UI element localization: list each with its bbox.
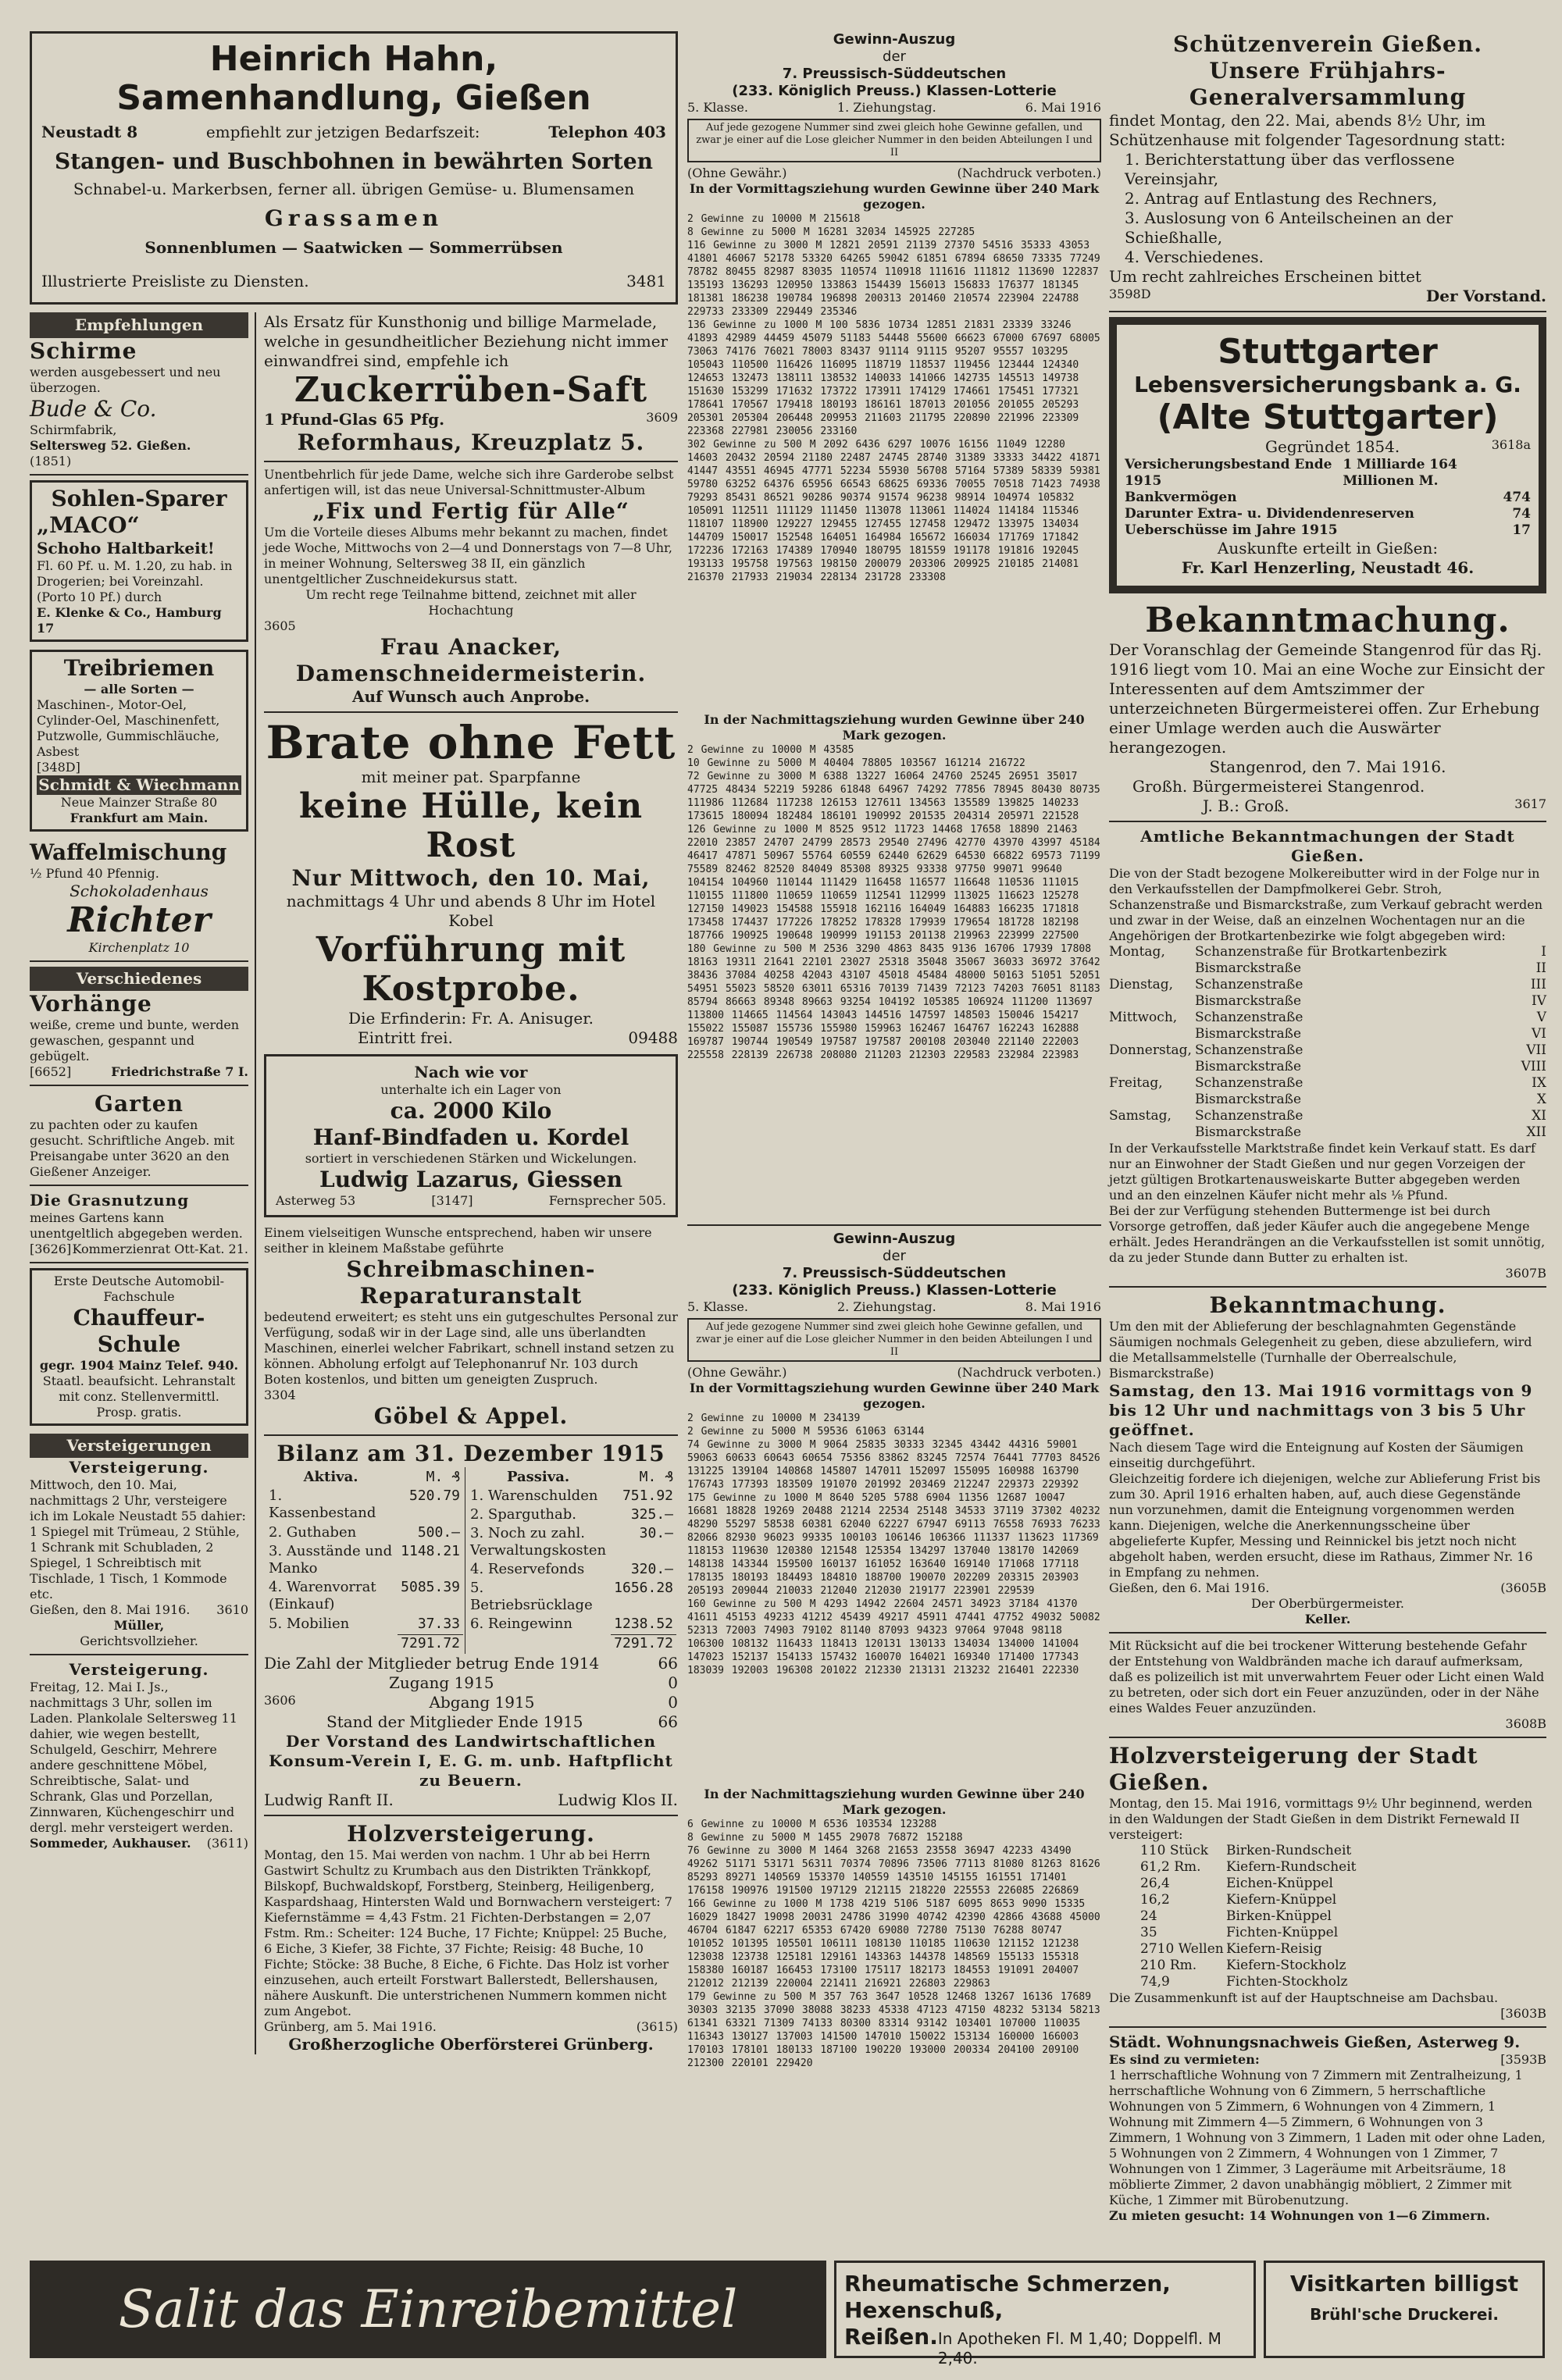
stuttgarter-founded: Gegründet 1854. (1265, 437, 1400, 456)
table-row: Bismarckstraße X (1195, 1092, 1546, 1107)
schuetzen-item-3: 3. Auslosung von 6 Anteilscheinen an der Schießhalle, (1125, 208, 1453, 247)
wohnung-code: [3593B (1500, 2052, 1546, 2067)
lottery-extract-1: Gewinn-Auszug der 7. Preussisch-Süddeutschen (233. Königlich Preuss.) Klassen-Lotterie 5. Klasse. 1. Ziehungstag. 6. Mai 1916 Auf jede gezogene Nummer sind zwei gleich hohe Gewinne gefallen, und zwar je einer auf die Lose gleicher Nummer in den beiden Abteilungen I und II (Ohne Gewähr.) (Nachdruck verboten.) In der Vormittagsziehung wurden Gewinne über 240 Mark gezogen. 2 Gewinne zu 10000 M 215618 8 Gewinne zu 5000 M 16281 32034 145925 227285 116 Gewinne zu 3000 M 12821 20591 21139 27370 54516 35333 43053 41801 46067 52178 53320 64265 59042 61851 67894 68650 73335 77249 78782 80455 82987 83035 110574 110918 111616 111812 113690 122837 135193 136293 120950 133863 154439 156013 156833 176377 181345 181381 186238 190784 196898 200313 201460 210574 223904 224788 229733 233309 229449 235346 136 Gewinne zu 1000 M 100 5836 10734 12851 21831 23339 33246 41893 42989 44459 45079 51183 54448 55600 66623 67000 67697 68005 73063 74176 76021 78003 83437 91114 91115 95207 95557 103295 105043 110500 116426 116095 118719 118537 119456 123444 124340 124653 132473 138111 138532 140033 141066 142735 145513 149738 151630 153299 171632 173722 173911 174129 174661 175451 177321 178641 170567 179418 180193 186161 187013 201056 201055 205293 205301 205304 206448 209953 211603 211795 220890 221996 223309 223368 227981 230056 233160 302 Gewinne zu 500 M 2092 6436 6297 10076 16156 11049 12280 14603 20432 20594 21180 22487 24745 28740 31389 33333 34422 41871 41447 43551 46945 47771 52234 55930 56708 57164 57389 58339 59381 59780 63252 64376 65956 66543 68625 69336 70055 70518 71423 74938 79293 85431 86521 90286 90374 91574 96238 98914 104974 105832 105091 112511 111129 111450 113078 113061 114024 114184 115346 118107 118900 129227 129455 127455 127458 129472 133975 134034 144709 150017 152548 164051 164984 165672 166034 171769 171842 172236 172163 174389 170940 180795 181559 191178 191816 192045 193133 195758 197563 198150 200079 203306 209925 210185 214081 216370 217933 219034 228134 231728 233308 In der Nachmittagsziehung wurden Gewinne über 240 Mark gezogen. 2 Gewinne zu 10000 M 43585 10 Gewinne zu 5000 M 40404 78805 103567 161214 216722 72 Gewinne zu 3000 M 6388 13227 16064 24760 25245 26951 35017 47725 48434 52219 59286 61848 64967 74292 77856 78945 80430 80735 111986 112684 117238 126153 127611 134563 135589 139825 140233 173615 180094 182484 186101 190992 201535 204314 205971 221528 126 Gewinne zu 1000 M 8525 9512 11723 14468 17658 18890 21463 22010 23857 24707 24799 28573 29540 27496 42770 43970 43997 45184 46417 47871 50967 55764 60559 62440 62629 64530 66822 69573 71199 75589 82462 82520 84049 85308 89325 93338 97750 99071 99640 104154 104960 110144 111429 116458 116577 116648 110536 111015 110155 111800 110659 110659 112541 112999 113025 116623 125278 127150 149023 154588 155918 162116 164049 164883 166235 171818 173458 174437 177226 178252 178328 179939 179654 181728 182198 187766 190925 190648 190999 191153 201138 219963 223999 227500 180 Gewinne zu 500 M 2536 3290 4863 8435 9136 16706 17939 17808 18163 19311 21641 22101 23027 25318 35048 35067 36033 36972 37642 38436 37084 40258 42043 43107 45018 45484 48000 50163 51051 52051 54951 55023 58520 63011 65316 70139 71439 72123 74203 76051 81183 85794 86663 89348 89663 93254 104192 105385 106924 111200 113697 113800 114665 114564 143043 144516 147597 148503 150046 154217 155022 155087 155736 155980 159963 162467 164767 162243 162888 169787 190744 190549 197587 197587 200108 203040 221140 222003 225558 228139 226738 208080 211203 212303 229583 232984 223983 (687, 31, 1101, 1220)
fix-firm: Frau Anacker, Damenschneidermeisterin. (295, 634, 647, 686)
stuttgarter-info: Auskunfte erteilt in Gießen: (1217, 539, 1439, 558)
sohlen-price: Fl. 60 Pf. u. M. 1.20, zu hab. in Drogerien; bei Voreinzahl. (Porto 10 Pf.) durch (37, 558, 233, 604)
brate-title: Brate ohne Fett (266, 716, 676, 769)
schuetzen-closing: Um recht zahlreiches Erscheinen bittet (1109, 267, 1421, 286)
hanf-phone: Fernsprecher 505. (548, 1193, 666, 1208)
hanf-ad (264, 1054, 678, 1217)
aktiva-currency: M. ₰ (426, 1469, 460, 1485)
holz2-title: Holzversteigerung der Stadt Gießen. (1109, 1743, 1478, 1795)
verst2-title: Versteigerung. (69, 1660, 209, 1679)
amtlich-title: Amtliche Bekanntmachungen der Stadt Gießen. (1140, 827, 1515, 865)
table-row: 1. Kassenbestand 520.79 (269, 1488, 460, 1522)
schreib-firm: Göbel & Appel. (373, 1403, 569, 1429)
lotto2-note: Auf jede gezogene Nummer sind zwei gleich hohe Gewinne gefallen, und zwar je einer auf die Lose gleicher Nummer in den beiden Abteilungen I und II (687, 1318, 1101, 1362)
wohnung-title: Städt. Wohnungsnachweis Gießen, Asterweg 9. (1109, 2033, 1521, 2051)
table-row: Bismarckstraße IV (1195, 993, 1546, 1009)
visit-line2: Brühl'sche Druckerei. (1310, 2305, 1499, 2324)
bekannt1-sign: Großh. Bürgermeisterei Stangenrod. (1132, 777, 1425, 796)
lotto1-head2: der (883, 48, 906, 65)
sohlen-title: Sohlen-Sparer (51, 486, 227, 511)
lotto2-head1: Gewinn-Auszug (833, 1231, 956, 1247)
hahn-line4: Sonnenblumen — Saatwicken — Sommerrübsen (144, 238, 563, 257)
gras-code: [3626] (30, 1242, 72, 1256)
bekannt1-text: Der Voranschlag der Gemeinde Stangenrod für das Rj. 1916 liegt vom 10. Mai an eine Woche zur Einsicht der Interessenten auf dem Amtszimmer der unterzeichneten Bürgermeisterei offen. Zur Erhebung einer Umlage werden auch die Auswärter herangezogen. (1109, 640, 1545, 757)
richter-address: Kirchenplatz 10 (88, 940, 190, 955)
list-item: 61,2 Rm. Kiefern-Rundscheit (1140, 1859, 1357, 1875)
lotto2-head2: der (883, 1248, 906, 1264)
bude-firm: Bude & Co. (30, 396, 157, 422)
fix-title: „Fix und Fertig für Alle“ (312, 498, 629, 524)
treib-addr2: Frankfurt am Main. (70, 811, 209, 825)
bilanz-title: Bilanz am 31. Dezember 1915 (276, 1441, 665, 1466)
bekannt2-title: Bekanntmachung. (1209, 1292, 1446, 1318)
bekannt2-sign: Der Oberbürgermeister. (1251, 1596, 1404, 1611)
table-row: Samstag, Schanzenstraße XI (1109, 1108, 1546, 1124)
brate-demo: Vorführung mit Kostprobe. (316, 930, 626, 1009)
visit-line1: Visitkarten billigst (1289, 2271, 1519, 2296)
fix-intro: Unentbehrlich für jede Dame, welche sich ihre Garderobe selbst anfertigen will, ist das neue Universal-Schnittmuster-Album (264, 467, 674, 497)
verst1-text: Mittwoch, den 10. Mai, nachmittags 2 Uhr, versteigere ich im Lokale Neustadt 55 dahier: 1 Spiegel mit Trümeau, 2 Stühle, 1 Schrank mit Schubladen, 2 Spiegel, 1 Schreibtisch mit Tischlade, 1 Tisch, 1 Kommode etc. (30, 1477, 246, 1602)
lotto2-nachm-head: In der Nachmittagsziehung wurden Gewinne über 240 Mark gezogen. (704, 1787, 1085, 1817)
bilanz-board: Der Vorstand des Landwirtschaftlichen Konsum-Verein I, E. G. m. unb. Haftpflicht zu Beuern. (269, 1732, 673, 1790)
gras-sign: Kommerzienrat Ott-Kat. 21. (72, 1242, 248, 1256)
verst1-date: Gießen, den 8. Mai 1916. (30, 1602, 191, 1617)
holz2-code: [3603B (1500, 2006, 1546, 2021)
wald-text: Mit Rücksicht auf die bei trockener Witterung bestehende Gefahr der Entstehung von Waldbränden mache ich darauf aufmerksam, daß es polizeilich ist mit unverwahrtem Feuer oder Licht einen Wald zu betreten, oder sich dort ein Feuer anzuzünden, oder in der Nähe eines Waldes Feuer anzuzünden. (1109, 1638, 1545, 1716)
bekannt2-date: Gießen, den 6. Mai 1916. (1109, 1580, 1270, 1595)
wald-code: 3608B (1505, 1716, 1546, 1731)
hahn-address: Neustadt 8 (41, 123, 138, 141)
visitkarten-ad (1264, 2261, 1545, 2358)
bilanz-aktiva (264, 1467, 465, 1654)
brate-code: 09488 (628, 1028, 678, 1047)
chauffeur-ad (30, 1268, 248, 1426)
treib-addr1: Neue Mainzer Straße 80 (60, 795, 218, 810)
table-row: 3. Ausstände und Manko 1148.21 (269, 1542, 460, 1577)
lotto2-head4: (233. Königlich Preuss.) Klassen-Lotterie (732, 1282, 1057, 1299)
hanf-address: Asterweg 53 (276, 1193, 356, 1208)
treib-code: [348D] (37, 760, 80, 775)
hahn-pricelist: Illustrierte Preisliste zu Diensten. (41, 272, 309, 290)
stuttgarter-ad (1109, 317, 1546, 593)
zucker-title: Zuckerrüben-Saft (294, 370, 648, 410)
hahn-line3: Grassamen (264, 205, 444, 231)
table-row: Darunter Extra- u. Dividendenreserven 74 (1125, 506, 1531, 522)
column-left (30, 31, 678, 2249)
schuetzen-item-1: 1. Berichterstattung über das verflossene Vereinsjahr, (1125, 150, 1455, 188)
brate-entry: Eintritt frei. (358, 1028, 453, 1047)
fix-code: 3605 (264, 618, 296, 633)
stuttgarter-title1: Stuttgarter (1218, 332, 1438, 372)
table-row: Bankvermögen 474 (1125, 490, 1531, 505)
zucker-intro: Als Ersatz für Kunsthonig und billige Marmelade, welche in gesundheitlicher Beziehung nicht immer einwandfrei sind, empfehle ich (264, 312, 669, 370)
schreib-intro: Einem vielseitigen Wunsche entsprechend, haben wir unsere seither in kleinem Maßstabe geführte (264, 1225, 652, 1256)
list-item: 210 Rm. Kiefern-Stockholz (1140, 1958, 1346, 1973)
sohlen-firm: E. Klenke & Co., Hamburg 17 (37, 605, 222, 636)
hahn-ad (30, 31, 678, 305)
table-row: 4. Reservefonds 320.— (470, 1561, 673, 1577)
table-row: Donnerstag, Schanzenstraße VII (1109, 1042, 1546, 1058)
schuetzen-item-4: 4. Verschiedenes. (1125, 248, 1264, 266)
schuetzen-title: Schützenverein Gießen. (1173, 31, 1482, 57)
schreib-code: 3304 (264, 1388, 296, 1402)
bekannt1-name: J. B.: Groß. (1203, 796, 1289, 815)
vorhaenge-code: [6652] (30, 1064, 72, 1079)
list-item: 74,9 Fichten-Stockholz (1140, 1974, 1348, 1990)
verst1-code: 3610 (216, 1602, 248, 1617)
lotto2-vorm-numbers: 2 Gewinne zu 10000 M 234139 2 Gewinne zu 5000 M 59536 61063 63144 74 Gewinne zu 3000 M 9064 25835 30333 32345 43442 44316 59001 59063 60633 60643 60654 75356 83862 83245 72574 76441 77703 84526 131225 139104 140868 145807 147011 152097 155095 160988 163790 176743 177393 183509 191070 201992 203469 212247 229373 229392 175 Gewinne zu 1000 M 8640 5205 5788 6904 11356 12687 10047 16681 18828 19269 20488 21214 22534 25148 34533 37119 37302 40232 48290 55297 58538 60381 62040 62227 67947 69113 76558 76933 76233 82066 82930 96023 99335 100103 106146 106366 111337 113623 117369 118153 119630 120380 121548 125354 134297 137040 138170 142069 148138 143344 159500 160137 161052 163640 169140 171068 177118 178135 180193 184493 184810 188700 190070 202209 203315 203903 205193 209044 210033 212040 212030 219177 223901 229539 160 Gewinne zu 500 M 4293 14942 22604 24571 34923 37184 41370 41611 45153 49233 41212 45439 49217 45911 47441 47752 49032 50082 52313 72003 74903 79102 81140 87093 94323 97064 97048 98118 106300 108132 116433 118413 120131 130133 134034 134000 141004 147023 152137 154133 157432 160070 164021 169340 171400 177343 183039 192003 196308 201022 212330 213131 213232 216401 222330 (687, 1413, 1100, 1676)
chauff-text: Staatl. beaufsicht. Lehranstalt mit conz. Stellenvermittl. Prosp. gratis. (42, 1373, 236, 1420)
brate-time: nachmittags 4 Uhr und abends 8 Uhr im Hotel Kobel (286, 892, 656, 930)
lotto1-vorm-head: In der Vormittagsziehung wurden Gewinne über 240 Mark gezogen. (689, 181, 1100, 212)
richter-head: Schokoladenhaus (70, 882, 209, 900)
column-lottery (687, 31, 1101, 2249)
schuetzen-text: findet Montag, den 22. Mai, abends 8½ Uhr, im Schützenhause mit folgender Tagesordnung statt: (1109, 111, 1506, 149)
table-row: Versicherungsbestand Ende 1915 1 Milliarde 164 Millionen M. (1125, 457, 1457, 489)
wohnung-sub: Es sind zu vermieten: (1109, 2052, 1260, 2067)
stuttgarter-title2: Lebensversicherungsbank a. G. (1134, 372, 1521, 397)
holz1-title: Holzversteigerung. (347, 1821, 595, 1847)
section-versteigerungen: Versteigerungen (30, 1434, 248, 1458)
stuttgarter-code: 3618a (1491, 437, 1531, 452)
aktiva-head: Aktiva. (303, 1469, 358, 1485)
gras-text: meines Gartens kann unentgeltlich abgegeben werden. (30, 1210, 243, 1241)
table-row: 2. Sparguthab. 325.— (470, 1506, 673, 1523)
schuetzen-sub: Unsere Frühjahrs-Generalversammlung (1189, 58, 1467, 110)
schirme-text: werden ausgebessert und neu überzogen. (30, 365, 221, 395)
fix-text: Um die Vorteile dieses Albums mehr bekannt zu machen, findet jede Woche, Mittwochs von 2—4 und Donnerstags von 7—8 Uhr, in meiner Wohnung, Seltersweg 38 II, ein gänzlich unentgeltlicher Zuschneidekursus statt. (264, 525, 672, 586)
bilanz-code: 3606 (264, 1693, 296, 1708)
hahn-line1: Stangen- und Buschbohnen in bewährten Sorten (55, 148, 653, 174)
list-item: 16,2 Kiefern-Knüppel (1140, 1892, 1337, 1908)
list-item: 110 Stück Birken-Rundscheit (1140, 1843, 1352, 1858)
ads-column: Als Ersatz für Kunsthonig und billige Marmelade, welche in gesundheitlicher Beziehung nicht immer einwandfrei sind, empfehle ich Zuckerrüben-Saft 1 Pfund-Glas 65 Pfg. 3609 Reformhaus, Kreuzplatz 5. Unentbehrlich für jede Dame, welche sich ihre Garderobe selbst anfertigen will, ist das neue Universal-Schnittmuster-Album „Fix und Fertig für Alle“ Um die Vorteile dieses Albums mehr bekannt zu machen, findet jede Woche, Mittwochs von 2—4 und Donnerstags von 7—8 Uhr, in meiner Wohnung, Seltersweg 38 II, ein gänzlich unentgeltlicher Zuschneidekursus statt. Um recht rege Teilnahme bittend, zeichnet mit aller Hochachtung 3605 Frau Anacker, Damenschneidermeisterin. Auf Wunsch auch Anprobe. Brate ohne Fett mit meiner pat. Sparpfanne keine Hülle, kein Rost Nur Mittwoch, den 10. Mai, nachmittags 4 Uhr und abends 8 Uhr im Hotel Kobel Vorführung mit Kostprobe. Die Erfinderin: Fr. A. Anisuger. Eintritt frei. 09488 Nach wie vor unterhalte ich ein Lager von ca. 2000 Kilo Hanf-Bindfaden u. Kordel sortiert in verschiedenen Stärken und Wickelungen. Ludwig Lazarus, Giessen Asterweg 53 [3147] Fernsprecher 505. Einem vielseitigen Wunsche entsprechend, haben wir unsere seither in kleinem Maßstabe geführte Schreibmaschinen-Reparaturanstalt bedeutend erweitert; es steht uns ein gutgeschultes Personal zur Verfügung, sodaß wir in der Lage sind, alle uns überlandten Maschinen, einerlei welcher Fabrikart, schnell instand setzen zu können. Abholung erfolgt auf Telephonanruf Nr. 103 durch Boten kostenlos, und bitten um geneigten Zuspruch. 3304 Göbel & Appel. Bilanz am 31. Dezember 1915 Aktiva. M. ₰ 1. Kassenbestand 520.79 2. Guthaben 500.— 3. Ausstände und Manko 1148.21 4. Warenvorrat (Einkauf) 5085.39 5. Mobilien 37.33 7291.72 Passiva. M. ₰ 1. Warenschulden 751.92 2. Sparguthab. 325.— 3. Noch zu zahl. Verwaltungskosten 30.— 4. Reservefonds 320.— 5. Betriebsrücklage 1656.28 6. Reingewinn 1238.52 7291.72 Die Zahl der Mitglieder betrug Ende 1914 66 Zugang 1915 0 3606 Abgang 1915 0 Stand der Mitglieder Ende 1915 66 Der Vorstand des Landwirtschaftlichen Konsum-Verein I, E. G. m. unb. Haftpflicht zu Beuern. Ludwig Ranft II. Ludwig Klos II. Holzversteigerung. Montag, den 15. Mai werden von nachm. 1 Uhr ab bei Herrn Gastwirt Schultz zu Krumbach aus den Distrikten Tränkkopf, Bilskopf, Buchwaldskopf, Forstberg, Steinberg, Heiligenberg, Kaspardshaag, Hintersten Wald und Bornwachern versteigert: 7 Kiefernstämme = 4,43 Fstm. 21 Fichten-Derbstangen = 2,07 Fstm. Rm.: Scheiter: 124 Buche, 17 Fichte; Knüppel: 25 Buche, 6 Eiche, 3 Kiefer, 38 Fichte, 37 Fichte; Reisig: 48 Buche, 10 Fichte; Stöcke: 38 Buche, 8 Eiche, 6 Fichte. Das Holz ist vorher einzusehen, auch erteilt Forstwart Ballerstedt, Bellershausen, nähere Auskunft. Die unterstrichenen Nummern kommen nicht zum Angebot. Grünberg, am 5. Mai 1916. (3615) Großherzogliche Oberförsterei Grünberg. (264, 312, 678, 2054)
verst2-code: (3611) (206, 1836, 248, 1851)
sohlen-brand: „MACO“ (37, 512, 140, 538)
table-row: Mittwoch, Schanzenstraße V (1109, 1010, 1546, 1025)
vorhaenge-title: Vorhänge (30, 991, 152, 1017)
treib-text: Maschinen-, Motor-Oel, Cylinder-Oel, Maschinenfett, Putzwolle, Gummischläuche, Asbest (37, 697, 220, 759)
brate-date: Nur Mittwoch, den 10. Mai, (291, 865, 651, 891)
table-row: 1. Warenschulden 751.92 (470, 1488, 673, 1504)
aktiva-total: 7291.72 (398, 1634, 463, 1652)
members-line: Die Zahl der Mitglieder betrug Ende 1914 (264, 1654, 600, 1673)
table-row: Bismarckstraße VI (1195, 1026, 1546, 1042)
holz1-sign: Großherzogliche Oberförsterei Grünberg. (288, 2035, 654, 2054)
passiva-head: Passiva. (506, 1469, 570, 1485)
zucker-firm: Reformhaus, Kreuzplatz 5. (297, 429, 645, 455)
verst2-text: Freitag, 12. Mai I. Js., nachmittags 3 Uhr, sollen im Laden. Plankolale Seltersweg 11 dahier, wie wegen bestellt, Schulgeld, Geschirr, Mehrere andere geschnittene Möbel, Schreibtische, Salat- und Schrank, Glas und Porzellan, Zinnwaren, Küchengeschirr und dergl. mehr versteigert werden. (30, 1680, 237, 1835)
butter-schedule (1109, 944, 1546, 1141)
holz1-text: Montag, den 15. Mai werden von nachm. 1 Uhr ab bei Herrn Gastwirt Schultz zu Krumbach aus den Distrikten Tränkkopf, Bilskopf, Buchwaldskopf, Forstberg, Steinberg, Heiligenberg, Kaspardshaag, Hintersten Wald und Bornwachern versteigert: 7 Kiefernstämme = 4,43 Fstm. 21 Fichten-Derbstangen = 2,07 Fstm. Rm.: Scheiter: 124 Buche, 17 Fichte; Knüppel: 25 Buche, 6 Eiche, 3 Kiefer, 38 Fichte, 37 Fichte; Reisig: 48 Buche, 10 Fichte; Stöcke: 38 Buche, 8 Eiche, 6 Fichte. Das Holz ist vorher einzusehen, auch erteilt Forstwart Ballerstedt, Bellershausen, nähere Auskunft. Die unterstrichenen Nummern kommen nicht zum Angebot. (264, 1847, 672, 2018)
passiva-total: 7291.72 (611, 1634, 676, 1652)
hanf-title: Hanf-Bindfaden u. Kordel (312, 1124, 629, 1150)
lotto1-head3: 7. Preussisch-Süddeutschen (782, 66, 1007, 82)
bekannt1-title: Bekanntmachung. (1145, 600, 1510, 640)
classifieds-column (30, 312, 256, 2054)
verst1-title: Versteigerung. (69, 1458, 209, 1477)
table-row: Montag, Schanzenstraße für Brotkartenbezirk I (1109, 944, 1546, 960)
bekannt2-text3: Gleichzeitig fordere ich diejenigen, welche zur Ablieferung Frist bis zum 30. April 1916 erhalten haben, auf, auch diese Gegenstände nun vorzunehmen, damit die Enteignung vorgenommen werden kann. Diejenigen, welche die Anerkennungsscheine über abgelieferte Kupfer, Messing und Reinnickel bis jetzt noch nicht abgeholt haben, werden ersucht, diese im Rathaus, Zimmer Nr. 16 in Empfang zu nehmen. (1109, 1471, 1541, 1580)
table-row: 3. Noch zu zahl. Verwaltungskosten 30.— (470, 1525, 673, 1559)
stuttgarter-title3: (Alte Stuttgarter) (1157, 397, 1499, 437)
rheuma-ad (834, 2261, 1256, 2368)
column-right (1109, 31, 1546, 2249)
bekannt2-code: (3605B (1500, 1580, 1546, 1595)
treib-firm: Schmidt & Wiechmann (37, 775, 241, 795)
garten-text: zu pachten oder zu kaufen gesucht. Schriftliche Angeb. mit Preisangabe unter 3620 an den Gießener Anzeiger. (30, 1117, 235, 1179)
lotto1-nachm-numbers: 2 Gewinne zu 10000 M 43585 10 Gewinne zu 5000 M 40404 78805 103567 161214 216722 72 Gewinne zu 3000 M 6388 13227 16064 24760 25245 26951 35017 47725 48434 52219 59286 61848 64967 74292 77856 78945 80430 80735 111986 112684 117238 126153 127611 134563 135589 139825 140233 173615 180094 182484 186101 190992 201535 204314 205971 221528 126 Gewinne zu 1000 M 8525 9512 11723 14468 17658 18890 21463 22010 23857 24707 24799 28573 29540 27496 42770 43970 43997 45184 46417 47871 50967 55764 60559 62440 62629 64530 66822 69573 71199 75589 82462 82520 84049 85308 89325 93338 97750 99071 99640 104154 104960 110144 111429 116458 116577 116648 110536 111015 110155 111800 110659 110659 112541 112999 113025 116623 125278 127150 149023 154588 155918 162116 164049 164883 166235 171818 173458 174437 177226 178252 178328 179939 179654 181728 182198 187766 190925 190648 190999 191153 201138 219963 223999 227500 180 Gewinne zu 500 M 2536 3290 4863 8435 9136 16706 17939 17808 18163 19311 21641 22101 23027 25318 35048 35067 36033 36972 37642 38436 37084 40258 42043 43107 45018 45484 48000 50163 51051 52051 54951 55023 58520 63011 65316 70139 71439 72123 74203 76051 81183 85794 86663 89348 89663 93254 104192 105385 106924 111200 113697 113800 114665 114564 143043 144516 147597 148503 150046 154217 155022 155087 155736 155980 159963 162467 164767 162243 162888 169787 190744 190549 197587 197587 200108 203040 221140 222003 225558 228139 226738 208080 211203 212303 229583 232984 223983 (687, 744, 1100, 1061)
lotto1-head4: (233. Königlich Preuss.) Klassen-Lotterie (732, 83, 1057, 99)
bekannt1-code: 3617 (1514, 796, 1546, 811)
verst1-role: Gerichtsvollzieher. (80, 1634, 198, 1648)
lottery-extract-2: Gewinn-Auszug der 7. Preussisch-Süddeutschen (233. Königlich Preuss.) Klassen-Lotterie 5. Klasse. 2. Ziehungstag. 8. Mai 1916 Auf jede gezogene Nummer sind zwei gleich hohe Gewinne gefallen, und zwar je einer auf die Lose gleicher Nummer in den beiden Abteilungen I und II (Ohne Gewähr.) (Nachdruck verboten.) In der Vormittagsziehung wurden Gewinne über 240 Mark gezogen. 2 Gewinne zu 10000 M 234139 2 Gewinne zu 5000 M 59536 61063 63144 74 Gewinne zu 3000 M 9064 25835 30333 32345 43442 44316 59001 59063 60633 60643 60654 75356 83862 83245 72574 76441 77703 84526 131225 139104 140868 145807 147011 152097 155095 160988 163790 176743 177393 183509 191070 201992 203469 212247 229373 229392 175 Gewinne zu 1000 M 8640 5205 5788 6904 11356 12687 10047 16681 18828 19269 20488 21214 22534 25148 34533 37119 37302 40232 48290 55297 58538 60381 62040 62227 67947 69113 76558 76933 76233 82066 82930 96023 99335 100103 106146 106366 111337 113623 117369 118153 119630 120380 121548 125354 134297 137040 138170 142069 148138 143344 159500 160137 161052 163640 169140 171068 177118 178135 180193 184493 184810 188700 190070 202209 203315 203903 205193 209044 210033 212040 212030 219177 223901 229539 160 Gewinne zu 500 M 4293 14942 22604 24571 34923 37184 41370 41611 45153 49233 41212 45439 49217 45911 47441 47752 49032 50082 52313 72003 74903 79102 81140 87093 94323 97064 97048 98118 106300 108132 116433 118413 120131 130133 134034 134000 141004 147023 152137 154133 157432 160070 164021 169340 171400 177343 183039 192003 196308 201022 212330 213131 213232 216401 222330 In der Nachmittagsziehung wurden Gewinne über 240 Mark gezogen. 6 Gewinne zu 10000 M 6536 103534 123288 8 Gewinne zu 5000 M 1455 29078 76872 152188 76 Gewinne zu 3000 M 1464 3268 21653 23558 36947 42233 43490 49262 51171 53171 56311 70374 70896 73506 77113 81080 81263 81626 85293 89271 140569 153370 140559 143510 145155 161551 171401 176158 190976 191500 197129 212115 218220 225553 226085 226869 166 Gewinne zu 1000 M 1738 4219 5106 5187 6095 8653 9090 15335 16029 18427 19098 20031 24786 31990 40742 42390 42866 43688 45000 46704 61847 62217 65353 67420 69080 72780 75130 76288 80747 101052 101395 105501 106111 108130 110185 110630 121152 121238 123038 123738 125181 129161 143363 144378 148569 155133 155318 158380 160187 166453 173100 175117 182173 184553 191091 204007 212012 212139 220004 221411 216921 226803 229863 179 Gewinne zu 500 M 357 763 3647 10528 12468 13267 16136 17689 30303 32135 37090 38088 38233 45338 47123 47150 48232 53134 58213 61341 63321 71309 74133 80300 83314 93142 103401 107000 110035 116343 130127 137003 141500 147010 150022 153134 160000 166003 170103 178101 180133 187100 190220 193000 200334 204100 209100 212300 220101 229420 (687, 1231, 1101, 2146)
verst2-sign: Sommeder, Aukhauser. (30, 1836, 191, 1851)
lotto2-vorm-head: In der Vormittagsziehung wurden Gewinne über 240 Mark gezogen. (689, 1381, 1100, 1411)
waffel-price: ½ Pfund 40 Pfennig. (30, 866, 159, 881)
bekannt2-name: Keller. (1304, 1612, 1351, 1626)
lotto1-nachm-head: In der Nachmittagsziehung wurden Gewinne über 240 Mark gezogen. (704, 712, 1085, 743)
gras-title: Die Grasnutzung (30, 1191, 190, 1210)
brate-inventor: Die Erfinderin: Fr. A. Anisuger. (348, 1009, 594, 1028)
hanf-code: [3147] (431, 1193, 473, 1208)
section-empfehlungen: Empfehlungen (30, 312, 248, 338)
bekannt2-text2: Nach diesem Tage wird die Enteignung auf Kosten der Säumigen einseitig durchgeführt. (1109, 1440, 1524, 1470)
table-row: 4. Warenvorrat (Einkauf) 5085.39 (269, 1579, 460, 1613)
wood-list (1109, 1843, 1546, 1990)
hanf-line3: ca. 2000 Kilo (390, 1098, 552, 1124)
bilanz-sign2: Ludwig Klos II. (558, 1790, 678, 1809)
holz1-code: (3615) (636, 2019, 678, 2034)
holz1-date: Grünberg, am 5. Mai 1916. (264, 2019, 437, 2034)
table-row: 5. Betriebsrücklage 1656.28 (470, 1580, 673, 1613)
bude-sub: Schirmfabrik, (30, 422, 117, 437)
wohnung-text: 1 herrschaftliche Wohnung von 7 Zimmern mit Zentralheizung, 1 herrschaftliche Wohnung von 6 Zimmern, 5 herrschaftliche Wohnungen von 5 Zimmern, 6 Wohnungen von 4 Zimmern, 1 Wohnung mit Zimmern 4—5 Zimmern, 6 Wohnungen von 3 Zimmern, 1 Wohnung von 3 Zimmern, 1 Laden mit oder ohne Laden, 5 Wohnungen von 2 Zimmern, 4 Wohnungen von 1 Zimmer, 7 Wohnungen von 1 Zimmer, 3 Lageräume mit Arbeitsräume, 18 möblierte Zimmer, 2 davon unabhängig möbliert, 2 Zimmer mit Küche, 1 Zimmer mit Bürobenutzung. (1109, 2068, 1546, 2207)
list-item: 35 Fichten-Knüppel (1140, 1925, 1339, 1940)
schreib-title: Schreibmaschinen-Reparaturanstalt (346, 1256, 596, 1309)
vorhaenge-text: weiße, creme und bunte, werden gewaschen, gespannt und gebügelt. (30, 1017, 240, 1064)
schuetzen-item-2: 2. Antrag auf Entlastung des Rechners, (1125, 189, 1438, 208)
table-row: 2. Guthaben 500.— (269, 1523, 460, 1541)
lotto1-vorm-numbers: 2 Gewinne zu 10000 M 215618 8 Gewinne zu 5000 M 16281 32034 145925 227285 116 Gewinne zu 3000 M 12821 20591 21139 27370 54516 35333 43053 41801 46067 52178 53320 64265 59042 61851 67894 68650 73335 77249 78782 80455 82987 83035 110574 110918 111616 111812 113690 122837 135193 136293 120950 133863 154439 156013 156833 176377 181345 181381 186238 190784 196898 200313 201460 210574 223904 224788 229733 233309 229449 235346 136 Gewinne zu 1000 M 100 5836 10734 12851 21831 23339 33246 41893 42989 44459 45079 51183 54448 55600 66623 67000 67697 68005 73063 74176 76021 78003 83437 91114 91115 95207 95557 103295 105043 110500 116426 116095 118719 118537 119456 123444 124340 124653 132473 138111 138532 140033 141066 142735 145513 149738 151630 153299 171632 173722 173911 174129 174661 175451 177321 178641 170567 179418 180193 186161 187013 201056 201055 205293 205301 205304 206448 209953 211603 211795 220890 221996 223309 223368 227981 230056 233160 302 Gewinne zu 500 M 2092 6436 6297 10076 16156 11049 12280 14603 20432 20594 21180 22487 24745 28740 31389 33333 34422 41871 41447 43551 46945 47771 52234 55930 56708 57164 57389 58339 59381 59780 63252 64376 65956 66543 68625 69336 70055 70518 71423 74938 79293 85431 86521 90286 90374 91574 96238 98914 104974 105832 105091 112511 111129 111450 113078 113061 114024 114184 115346 118107 118900 129227 129455 127455 127458 129472 133975 134034 144709 150017 152548 164051 164984 165672 166034 171769 171842 172236 172163 174389 170940 180795 181559 191178 191816 192045 193133 195758 197563 198150 200079 203306 209925 210185 214081 216370 217933 219034 228134 231728 233308 (687, 213, 1100, 583)
lotto1-note: Auf jede gezogene Nummer sind zwei gleich hohe Gewinne gefallen, und zwar je einer auf die Lose gleicher Nummer in den beiden Abteilungen I und II (687, 119, 1101, 162)
schuetzen-code: 3598D (1109, 287, 1151, 301)
lotto2-head3: 7. Preussisch-Süddeutschen (782, 1265, 1007, 1281)
zucker-code: 3609 (646, 410, 678, 425)
treib-title: Treibriemen (63, 655, 215, 681)
table-row: Bismarckstraße VIII (1195, 1059, 1546, 1074)
garten-title: Garten (95, 1091, 184, 1117)
hahn-title: Heinrich Hahn, Samenhandlung, Gießen (116, 39, 591, 118)
table-row: 5. Mobilien 37.33 (269, 1615, 460, 1632)
treib-sub: — alle Sorten — (84, 682, 194, 697)
hahn-line2: Schnabel-u. Markerbsen, ferner all. übrigen Gemüse- u. Blumensamen (73, 180, 635, 198)
bilanz-sign1: Ludwig Ranft II. (264, 1790, 394, 1809)
wohnung-footer: Zu mieten gesucht: 14 Wohnungen von 1—6 Zimmern. (1109, 2208, 1490, 2223)
stuttgarter-agent: Fr. Karl Henzerling, Neustadt 46. (1181, 558, 1475, 577)
passiva-currency: M. ₰ (639, 1469, 673, 1485)
rheu-line3: In Apotheken Fl. M 1,40; Doppelfl. M 2,40. (937, 2329, 1221, 2368)
table-row: 6. Reingewinn 1238.52 (470, 1616, 673, 1632)
hanf-line2: unterhalte ich ein Lager von (380, 1082, 562, 1097)
bekannt2-text1: Um den mit der Ablieferung der beschlagnahmten Gegenstände Säumigen nochmals Gelegenheit zu geben, diese abzuliefern, wird die Metallsammelstelle (Turnhalle der Oberrealschule, Bismarckstraße) (1109, 1319, 1532, 1381)
hahn-recommend: empfiehlt zur jetzigen Bedarfszeit: (205, 123, 480, 141)
list-item: 24 Birken-Knüppel (1140, 1908, 1332, 1924)
table-row: Freitag, Schanzenstraße IX (1109, 1075, 1546, 1091)
zucker-price: 1 Pfund-Glas 65 Pfg. (264, 410, 445, 429)
bekannt1-date: Stangenrod, den 7. Mai 1916. (1209, 757, 1446, 776)
fix-sub: Auf Wunsch auch Anprobe. (351, 687, 590, 706)
brate-title2: keine Hülle, kein Rost (298, 786, 644, 865)
verst1-sign: Müller, (113, 1618, 165, 1633)
bude-code: (1851) (30, 454, 72, 469)
sohlen-ad (30, 480, 248, 642)
amtlich-text3: Bei der zur Verfügung stehenden Buttermenge ist bei durch Vorsorge getroffen, daß jeder Käufer auch die angegebene Menge erhält. Jedes Herandrängen an die Verkaufsstellen ist somit unnötig, da zu jeder Stunde dann Butter zu erhalten ist. (1109, 1203, 1546, 1265)
amtlich-text2: In der Verkaufsstelle Marktstraße findet kein Verkauf statt. Es darf nur an Einwohner der Stadt Gießen und nur gegen Vorzeigen der jetzt gültigen Brotkartenausweiskarte Butter abgegeben werden und an den einzelnen Käufer nicht mehr als ⅛ Pfund. (1109, 1141, 1535, 1202)
salit-ad (30, 2261, 826, 2358)
fix-text2: Um recht rege Teilnahme bittend, zeichnet mit aller Hochachtung (305, 587, 637, 618)
bilanz-table (264, 1467, 678, 1654)
schirme-title: Schirme (30, 338, 137, 364)
hahn-phone: Telephon 403 (548, 123, 666, 141)
holz2-closing: Die Zusammenkunft ist auf der Hauptschneise am Dachsbau. (1109, 1990, 1499, 2005)
richter-name: Richter (67, 900, 211, 940)
schuetzen-ad (1109, 31, 1546, 306)
table-row: Dienstag, Schanzenstraße III (1109, 977, 1546, 992)
hanf-firm: Ludwig Lazarus, Giessen (319, 1167, 622, 1192)
holz2-text: Montag, den 15. Mai 1916, vormittags 9½ Uhr beginnend, werden in den Waldungen der Stadt Gießen in dem Distrikt Fernewald II versteigert: (1109, 1796, 1532, 1842)
brate-sub: mit meiner pat. Sparpfanne (361, 768, 581, 786)
chauff-year: gegr. 1904 Mainz Telef. 940. (39, 1358, 239, 1373)
list-item: 26,4 Eichen-Knüppel (1140, 1876, 1333, 1891)
hahn-code: 3481 (626, 272, 666, 290)
rheu-line2: Reißen. (844, 2324, 938, 2350)
amtlich-code: 3607B (1505, 1266, 1546, 1281)
hanf-line1: Nach wie vor (414, 1063, 528, 1081)
lotto1-head1: Gewinn-Auszug (833, 31, 956, 48)
amtlich-text1: Die von der Stadt bezogene Molkereibutter wird in der Folge nur in den Verkaufsstellen der Dampfmolkerei Gebr. Stroh, Schanzenstraße und Bismarckstraße, zum Verkauf gebracht werden und zwar in der Weise, daß an einzelnen Wochentagen nur an die Angehörigen der Brotkartenbezirke wie folgt abgegeben wird: (1109, 866, 1543, 943)
vorhaenge-address: Friedrichstraße 7 I. (111, 1064, 248, 1079)
table-row: Bismarckstraße XII (1195, 1124, 1546, 1140)
schreib-text: bedeutend erweitert; es steht uns ein gutgeschultes Personal zur Verfügung, sodaß wir in der Lage sind, alle uns überlandten Maschinen, einerlei welcher Fabrikart, schnell instand setzen zu können. Abholung erfolgt auf Telephonanruf Nr. 103 durch Boten kostenlos, und bitten um geneigten Zuspruch. (264, 1309, 678, 1387)
chauff-title: Chauffeur-Schule (73, 1305, 205, 1357)
sohlen-note: Schoho Haltbarkeit! (37, 539, 215, 558)
list-item: 2710 Wellen Kiefern-Reisig (1140, 1941, 1322, 1957)
bilanz-passiva (465, 1467, 678, 1654)
salit-text: Salit das Einreibemittel (118, 2279, 738, 2339)
bude-address: Seltersweg 52. Gießen. (30, 438, 191, 453)
section-verschiedenes: Verschiedenes (30, 967, 248, 991)
waffel-title: Waffelmischung (30, 839, 227, 865)
bottom-banner (30, 2261, 1545, 2368)
table-row: Bismarckstraße II (1195, 960, 1546, 976)
rheu-line1: Rheumatische Schmerzen, Hexenschuß, (844, 2271, 1171, 2323)
chauff-head: Erste Deutsche Automobil-Fachschule (53, 1274, 225, 1304)
schuetzen-sign: Der Vorstand. (1425, 287, 1546, 305)
table-row: Ueberschüsse im Jahre 1915 17 (1125, 522, 1531, 538)
bekannt2-highlight: Samstag, den 13. Mai 1916 vormittags von 9 bis 12 Uhr und nachmittags von 3 bis 5 Uhr geöffnet. (1109, 1381, 1533, 1439)
treibriemen-ad (30, 650, 248, 832)
lotto2-nachm-numbers: 6 Gewinne zu 10000 M 6536 103534 123288 8 Gewinne zu 5000 M 1455 29078 76872 152188 76 Gewinne zu 3000 M 1464 3268 21653 23558 36947 42233 43490 49262 51171 53171 56311 70374 70896 73506 77113 81080 81263 81626 85293 89271 140569 153370 140559 143510 145155 161551 171401 176158 190976 191500 197129 212115 218220 225553 226085 226869 166 Gewinne zu 1000 M 1738 4219 5106 5187 6095 8653 9090 15335 16029 18427 19098 20031 24786 31990 40742 42390 42866 43688 45000 46704 61847 62217 65353 67420 69080 72780 75130 76288 80747 101052 101395 105501 106111 108130 110185 110630 121152 121238 123038 123738 125181 129161 143363 144378 148569 155133 155318 158380 160187 166453 173100 175117 182173 184553 191091 204007 212012 212139 220004 221411 216921 226803 229863 179 Gewinne zu 500 M 357 763 3647 10528 12468 13267 16136 17689 30303 32135 37090 38088 38233 45338 47123 47150 48232 53134 58213 61341 63321 71309 74133 80300 83314 93142 103401 107000 110035 116343 130127 137003 141500 147010 150022 153134 160000 166003 170103 178101 180133 187100 190220 193000 200334 204100 209100 212300 220101 229420 (687, 1819, 1100, 2069)
hanf-sub: sortiert in verschiedenen Stärken und Wickelungen. (305, 1151, 637, 1166)
